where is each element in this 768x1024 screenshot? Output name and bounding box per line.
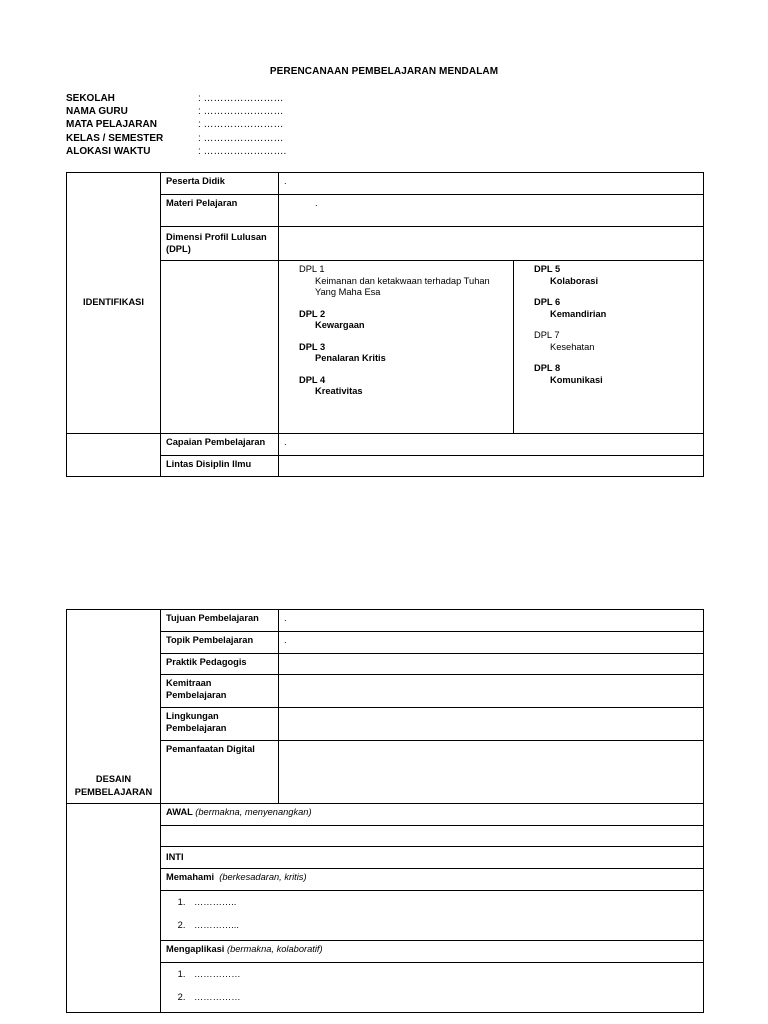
list-item[interactable]: 1. …………..: [188, 891, 698, 914]
dpl-right-column: [514, 261, 703, 433]
meta-alokasi-waktu: [66, 145, 287, 158]
dpl-description: Kolaborasi: [550, 275, 599, 286]
dpl-number: DPL 4: [299, 374, 326, 385]
dpl-number: DPL 2: [299, 308, 326, 319]
memahami-header: [161, 869, 704, 891]
meta-mata-pelajaran: [66, 118, 284, 131]
dpl-item: [534, 264, 703, 287]
dpl-field[interactable]: [279, 227, 704, 261]
document-title: PERENCANAAN PEMBELAJARAN MENDALAM: [269, 66, 499, 77]
identifikasi-empty-cell: [67, 434, 161, 477]
capaian-field[interactable]: .: [279, 434, 704, 456]
topik-label: Topik Pembelajaran: [161, 632, 279, 654]
digital-field[interactable]: [279, 741, 704, 804]
meta-sekolah: [66, 92, 284, 105]
dpl-item: [299, 264, 513, 299]
mengaplikasi-label: Mengaplikasi: [166, 944, 225, 954]
dpl-description: Kreativitas: [315, 386, 363, 396]
dpl-description: Keimanan dan ketakwaan terhadap Tuhan Yang Maha Esa: [315, 275, 490, 297]
dpl-item: [534, 363, 703, 386]
inti-header: INTI: [161, 847, 704, 869]
memahami-note: (berkesadaran, kritis): [219, 872, 307, 882]
meta-value[interactable]: : ……………………: [198, 106, 284, 118]
mengaplikasi-list: [166, 963, 698, 1009]
dpl-description: Komunikasi: [550, 374, 603, 385]
mengaplikasi-header: [161, 941, 704, 963]
praktik-field[interactable]: [279, 654, 704, 675]
dpl-number: DPL 7: [534, 330, 560, 340]
dpl-description: Kesehatan: [550, 341, 595, 352]
meta-kelas-semester: [66, 132, 284, 145]
lintas-disiplin-field[interactable]: [279, 456, 704, 477]
dpl-number: DPL 8: [534, 363, 561, 373]
memahami-list-cell: [161, 891, 704, 941]
header-info: [66, 92, 287, 158]
dpl-number: DPL 6: [534, 297, 561, 307]
meta-value[interactable]: : ……………………: [198, 93, 284, 104]
list-item[interactable]: 2. …………...: [188, 914, 698, 937]
topik-field[interactable]: .: [279, 632, 704, 654]
materi-pelajaran-label: Materi Pelajaran: [161, 195, 279, 227]
mengaplikasi-note: (bermakna, kolaboratif): [226, 944, 323, 954]
dpl-item: [299, 342, 513, 365]
dpl-number: DPL 1: [299, 264, 325, 274]
dpl-label: Dimensi Profil Lulusan (DPL): [161, 227, 279, 261]
desain-section-text: DESAIN PEMBELAJARAN: [74, 774, 153, 797]
mengaplikasi-list-cell: [161, 963, 704, 1013]
dpl-number: DPL 3: [299, 341, 326, 352]
meta-label: SEKOLAH: [66, 93, 115, 104]
capaian-label: Capaian Pembelajaran: [161, 434, 279, 456]
tujuan-field[interactable]: .: [279, 610, 704, 632]
awal-note: (bermakna, menyenangkan): [195, 807, 312, 817]
dpl-item: [534, 297, 703, 320]
dpl-number: DPL 5: [534, 264, 561, 274]
meta-label: NAMA GURU: [66, 106, 128, 118]
awal-field[interactable]: [161, 826, 704, 847]
praktik-label: Praktik Pedagogis: [161, 654, 279, 675]
lingkungan-label: Lingkungan Pembelajaran: [161, 708, 279, 741]
awal-label: AWAL: [166, 807, 193, 817]
meta-value[interactable]: : …………………….: [198, 145, 287, 157]
lintas-disiplin-label: Lintas Disiplin Ilmu: [161, 456, 279, 477]
dpl-item: [534, 330, 703, 353]
meta-nama-guru: [66, 105, 284, 118]
identifikasi-section-label: IDENTIFIKASI: [67, 173, 161, 434]
dpl-description: Kewargaan: [315, 320, 365, 330]
dpl-left-column: [279, 261, 514, 433]
list-item[interactable]: 2. ……………: [188, 986, 698, 1009]
identifikasi-table: [66, 172, 704, 477]
list-item[interactable]: 1. ……………: [188, 963, 698, 986]
pengalaman-empty-cell: [67, 804, 161, 1013]
lingkungan-field[interactable]: [279, 708, 704, 741]
awal-header: [161, 804, 704, 826]
tujuan-label: Tujuan Pembelajaran: [161, 610, 279, 632]
kemitraan-field[interactable]: [279, 675, 704, 708]
desain-section-label: [67, 610, 161, 804]
memahami-list: [166, 891, 698, 937]
dpl-item: [299, 309, 513, 332]
memahami-label: Memahami: [166, 872, 215, 882]
dpl-item: [299, 375, 513, 398]
dpl-empty-cell: [161, 261, 279, 434]
meta-label: MATA PELAJARAN: [66, 119, 157, 131]
meta-label: KELAS / SEMESTER: [66, 132, 164, 144]
dpl-options-cell: [279, 261, 704, 434]
kemitraan-label: Kemitraan Pembelajaran: [161, 675, 279, 708]
dpl-description: Penalaran Kritis: [315, 353, 386, 363]
materi-pelajaran-field[interactable]: .: [279, 195, 704, 227]
meta-value[interactable]: : ……………………: [198, 119, 284, 131]
desain-table: [66, 609, 704, 1013]
peserta-didik-label: Peserta Didik: [161, 173, 279, 195]
peserta-didik-field[interactable]: .: [279, 173, 704, 195]
dpl-description: Kemandirian: [550, 308, 607, 319]
meta-value[interactable]: : ……………………: [198, 132, 284, 144]
meta-label: ALOKASI WAKTU: [66, 145, 151, 157]
digital-label: Pemanfaatan Digital: [161, 741, 279, 804]
